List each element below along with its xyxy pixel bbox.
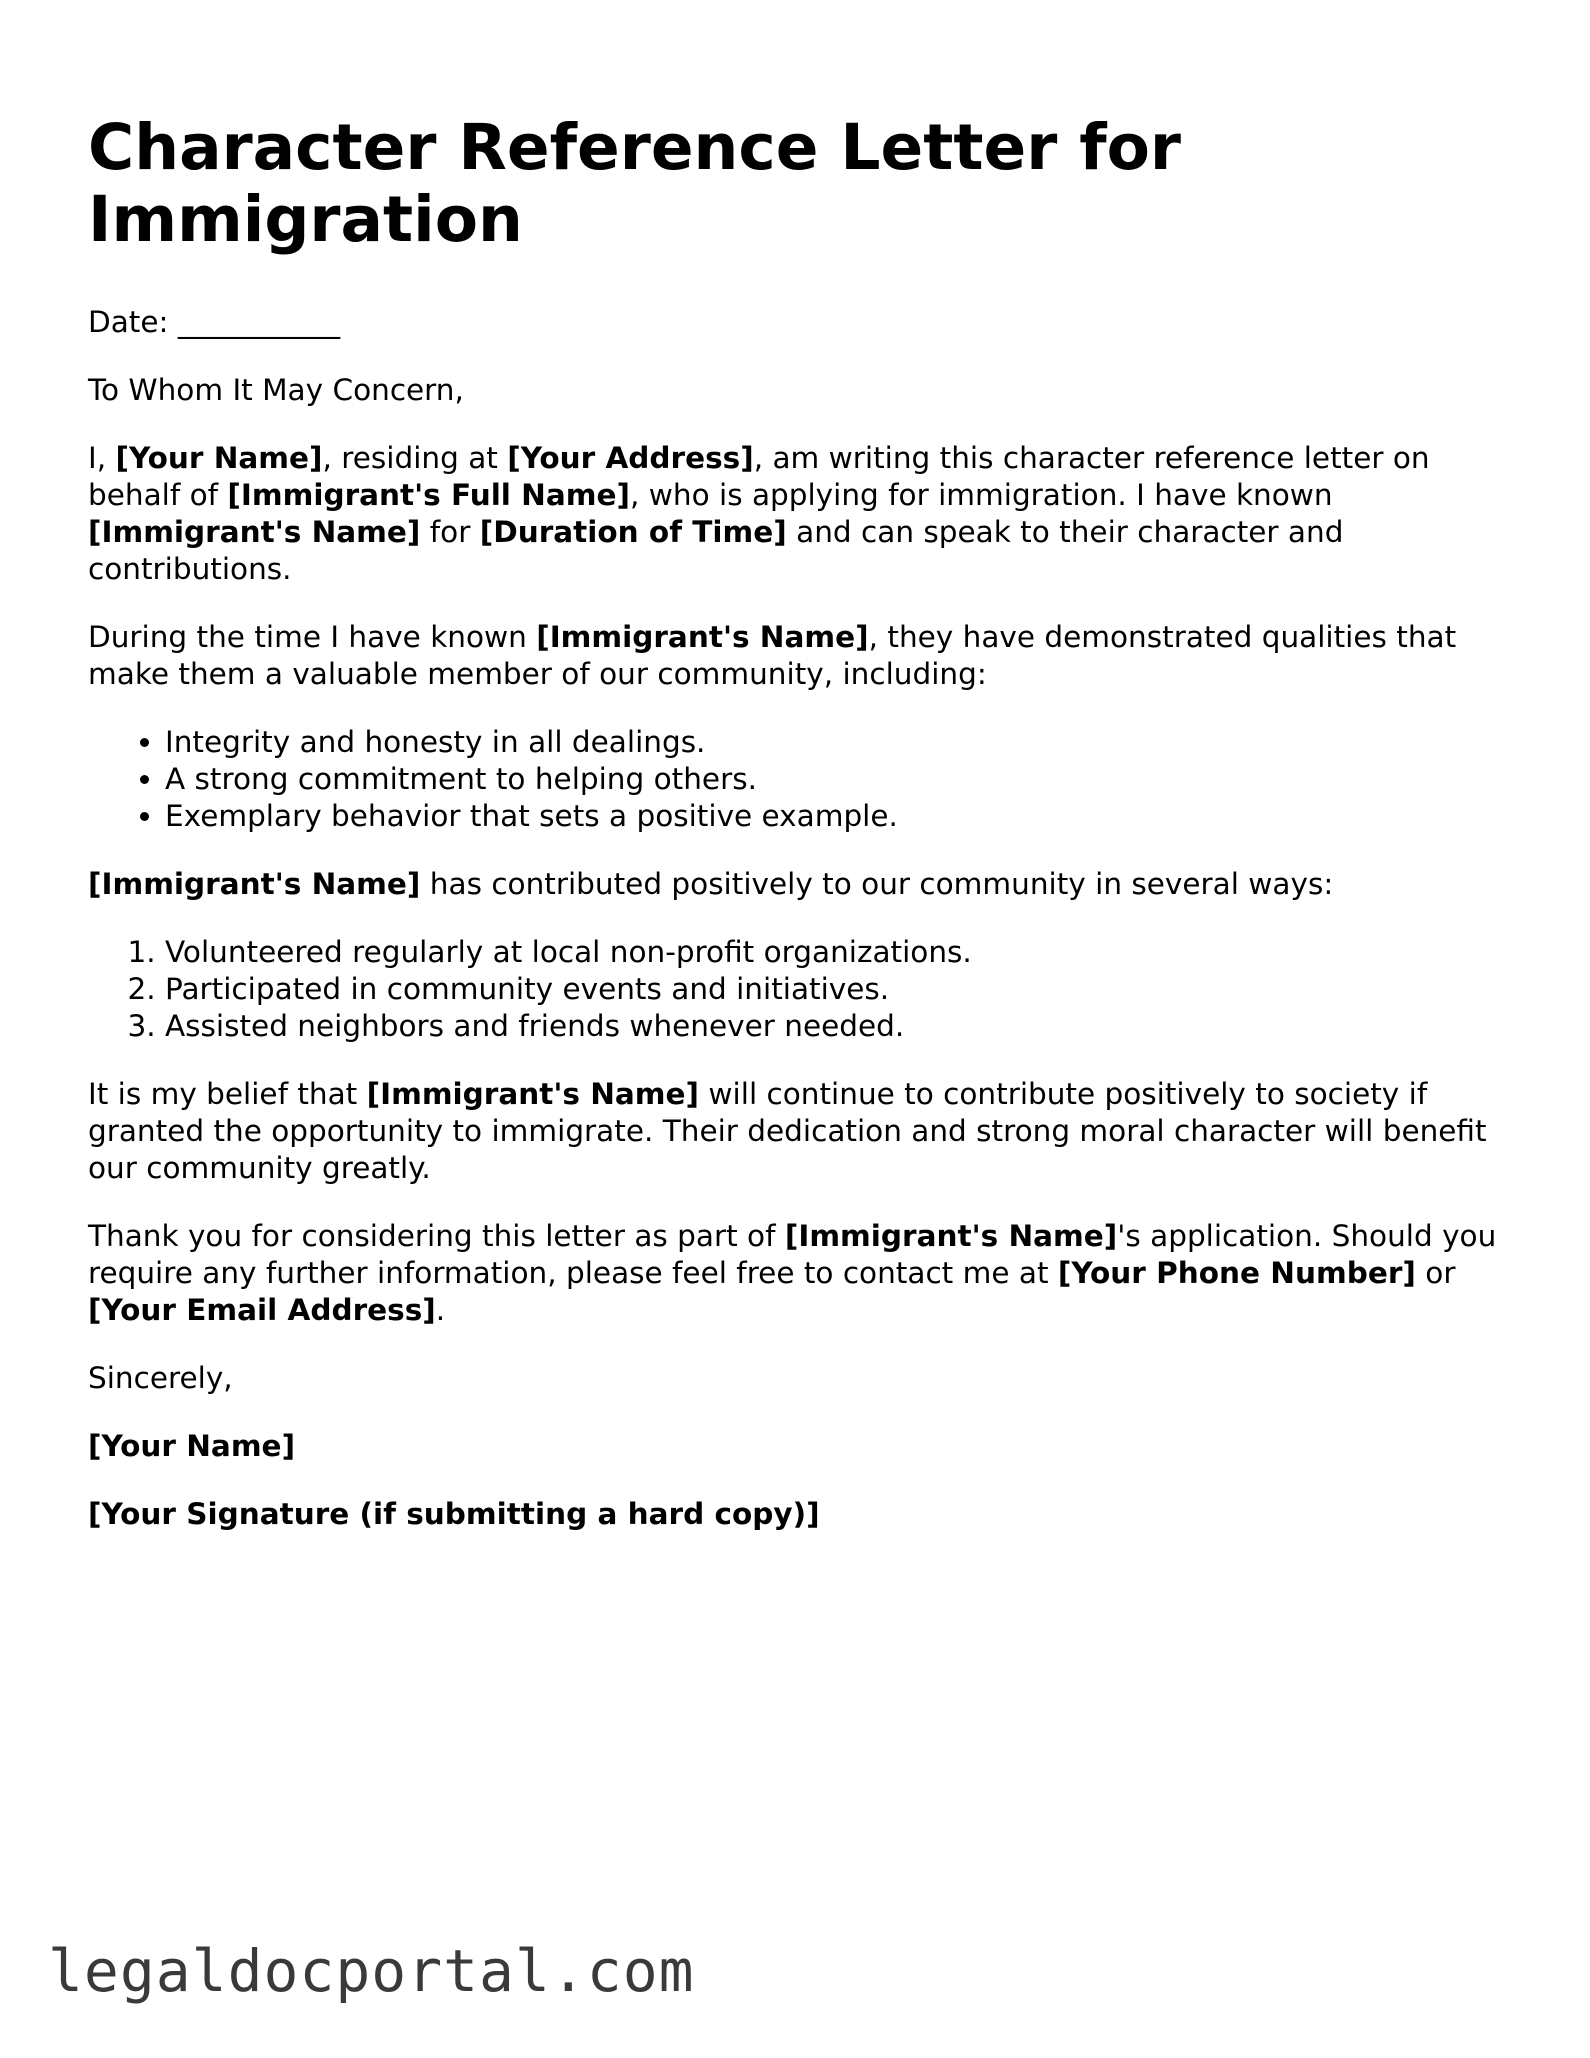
placeholder-immigrant-name: [Immigrant's Name]: [784, 1219, 1118, 1253]
list-item: 2. Participated in community events and initiatives.: [165, 971, 1528, 1008]
text-segment: for: [420, 515, 480, 549]
placeholder-immigrant-name: [Immigrant's Name]: [366, 1077, 700, 1111]
text-segment: , who is applying for immigration. I have known: [630, 478, 1333, 512]
placeholder-signature: [Your Signature (if submitting a hard copy)]: [88, 1497, 820, 1531]
site-watermark: legaldocportal.com: [48, 1937, 695, 2005]
list-item: • Exemplary behavior that sets a positive example.: [165, 798, 1528, 835]
placeholder-your-name: [Your Name]: [88, 1429, 296, 1463]
text-segment: has contributed positively to our community in several ways:: [420, 867, 1334, 901]
belief-paragraph: [88, 1076, 1528, 1187]
signature-line: [88, 1496, 1528, 1533]
signature-name: [88, 1428, 1528, 1465]
date-line: Date: ___________: [88, 305, 341, 339]
contributions-list: [88, 934, 1528, 1045]
salutation: To Whom It May Concern,: [88, 373, 464, 407]
list-item: • Integrity and honesty in all dealings.: [165, 724, 1528, 761]
text-segment: and can speak to their character and contributions.: [88, 515, 1344, 586]
list-item: 1. Volunteered regularly at local non-profit organizations.: [165, 934, 1528, 971]
placeholder-your-address: [Your Address]: [507, 441, 754, 475]
list-item: • A strong commitment to helping others.: [165, 761, 1528, 798]
text-segment: During the time I have known: [88, 620, 537, 654]
text-segment: will continue to contribute positively to society if granted the opportunity to immigrate. Their dedication and strong moral character will benefit our community greatly.: [88, 1077, 1487, 1185]
text-segment: 's application. Should you require any further information, please feel free to contact me at: [88, 1219, 1497, 1290]
letter-page: [88, 112, 1528, 1564]
placeholder-immigrant-name: [Immigrant's Name]: [536, 620, 869, 654]
placeholder-immigrant-name: [Immigrant's Name]: [88, 515, 421, 549]
text-segment: , am writing this character reference letter on behalf of: [88, 441, 1430, 512]
closing: Sincerely,: [88, 1361, 233, 1395]
qualities-list: [88, 724, 1528, 835]
text-segment: .: [435, 1293, 446, 1327]
text-segment: Thank you for considering this letter as part of: [88, 1219, 785, 1253]
placeholder-immigrant-full-name: [Immigrant's Full Name]: [227, 478, 631, 512]
text-segment: It is my belief that: [88, 1077, 367, 1111]
thanks-paragraph: [88, 1218, 1528, 1329]
placeholder-immigrant-name: [Immigrant's Name]: [88, 867, 421, 901]
text-segment: , residing at: [322, 441, 508, 475]
intro-paragraph: [88, 440, 1528, 588]
text-segment: , they have demonstrated qualities that make them a valuable member of our community, including:: [88, 620, 1457, 691]
text-segment: or: [1415, 1256, 1456, 1290]
qualities-paragraph: [88, 619, 1528, 693]
placeholder-phone-number: [Your Phone Number]: [1057, 1256, 1416, 1290]
page-title: Character Reference Letter for Immigration: [88, 111, 1181, 256]
list-item: 3. Assisted neighbors and friends whenever needed.: [165, 1008, 1528, 1045]
text-segment: I,: [88, 441, 116, 475]
contributions-paragraph: [88, 866, 1528, 903]
placeholder-duration: [Duration of Time]: [479, 515, 787, 549]
placeholder-email-address: [Your Email Address]: [88, 1293, 436, 1327]
placeholder-your-name: [Your Name]: [115, 441, 323, 475]
